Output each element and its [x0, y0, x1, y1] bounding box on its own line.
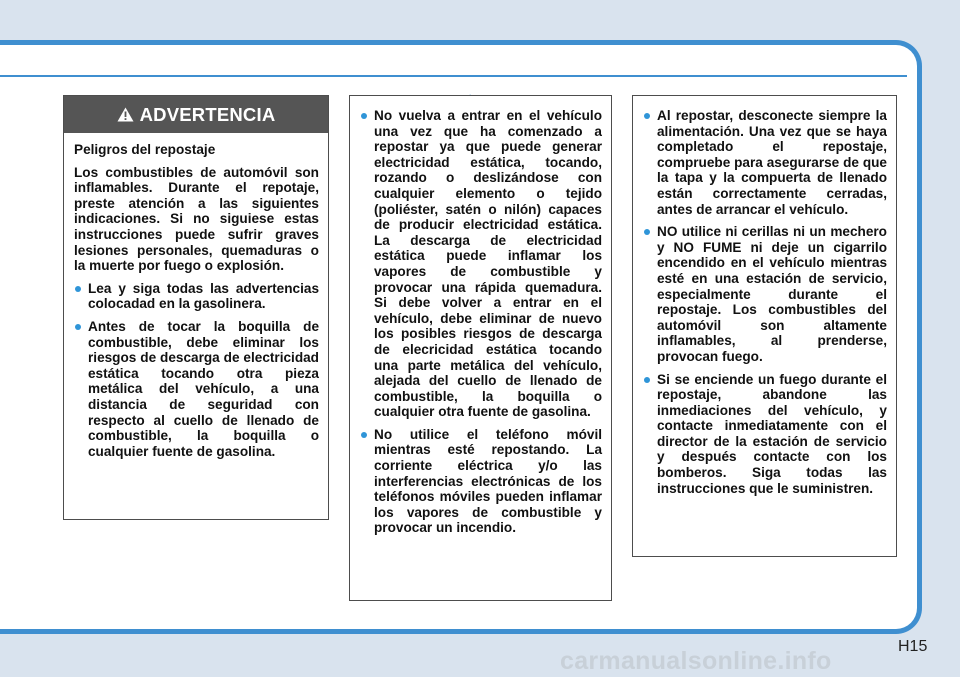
- bullet-icon: [361, 432, 367, 438]
- warning-header: [64, 96, 328, 133]
- warning-bullet-list: [74, 281, 319, 460]
- bullet-icon: [644, 113, 650, 119]
- list-item-text: No vuelva a entrar en el vehículo una vez que ha comenzado a repostar ya que puede generar electricidad estática, tocando, rozando o deslizándose con cualquier elemento o tejido (poliéster, satén o nilón) capaces de producir electricidad estática. La descarga de electricidad estática puede inflamar los vapores de combustible y provocar una rápida quemadura. Si debe volver a entrar en el vehículo, debe eliminar de nuevo los posibles riesgos de descarga de elecricidad estática tocando una parte metálica del vehículo, alejada del cuello de llenado de combustible, la boquilla o cualquier otra fuente de gasolina.: [374, 108, 602, 420]
- warning-intro: Los combustibles de automóvil son inflamables. Durante el repotaje, preste atención a las siguientes indicaciones. Si no siguiese estas instrucciones puede sufrir graves lesiones personales, quemaduras o la muerte por fuego o explosión.: [74, 164, 319, 274]
- bullet-icon: [644, 377, 650, 383]
- column-3-box: [632, 95, 897, 557]
- page-number: H15: [898, 638, 928, 655]
- warning-triangle-icon: [117, 107, 134, 122]
- list-item: [360, 427, 602, 536]
- column-2-content: [350, 96, 611, 536]
- warning-box: [63, 95, 329, 520]
- column-3-bullet-list: [643, 108, 887, 496]
- list-item: [643, 372, 887, 497]
- warning-content: [64, 133, 328, 459]
- list-item-text: Antes de tocar la boquilla de combustible, debe eliminar los riesgos de descarga de electricidad estática tocando otra pieza metálica del vehículo, a una distancia de seguridad con respecto al cuello de llenado de combustible, la boquilla o cualquier fuente de gasolina.: [88, 318, 319, 459]
- list-item-text: Si se enciende un fuego durante el repostaje, abandone las inmediaciones del vehículo, y contacte inmediatamente con el director de la estación de servicio y después contacte con los bomberos. Siga todas las instrucciones que le suministren.: [657, 371, 887, 496]
- list-item-text: Lea y siga todas las advertencias colocadad en la gasolinera.: [88, 280, 319, 312]
- list-item: [360, 108, 602, 420]
- column-2-bullet-list: [360, 108, 602, 536]
- warning-heading: Peligros del repostaje: [74, 142, 216, 157]
- list-item: [74, 281, 319, 312]
- bullet-icon: [75, 286, 81, 292]
- list-item: [643, 108, 887, 217]
- bullet-icon: [361, 113, 367, 119]
- column-3-content: [633, 96, 896, 496]
- list-item-text: Al repostar, desconecte siempre la alimentación. Una vez que se haya completado el repostaje, compruebe para asegurarse de que la tapa y la compuerta de llenado están correctamente cerradas, antes de arrancar el vehículo.: [657, 108, 887, 217]
- watermark-bottom: carmanualsonline.info: [560, 647, 832, 675]
- list-item-text: NO utilice ni cerillas ni un mechero y NO FUME ni deje un cigarrilo encendido en el vehículo mientras esté en una estación de servicio, especialmente durante el repostaje. Los combustibles del automóvil son altamente inflamables, al prenderse, provocan fuego.: [657, 224, 887, 364]
- header-rule: [0, 75, 907, 77]
- column-2-box: [349, 95, 612, 601]
- warning-title: ADVERTENCIA: [139, 103, 276, 125]
- list-item-text: No utilice el teléfono móvil mientras esté repostando. La corriente eléctrica y/o las interferencias electrónicas de los teléfonos móviles pueden inflamar los vapores de combustible y provocar un incendio.: [374, 426, 602, 536]
- bullet-icon: [75, 324, 81, 330]
- list-item: [74, 319, 319, 459]
- list-item: [643, 224, 887, 364]
- bullet-icon: [644, 229, 650, 235]
